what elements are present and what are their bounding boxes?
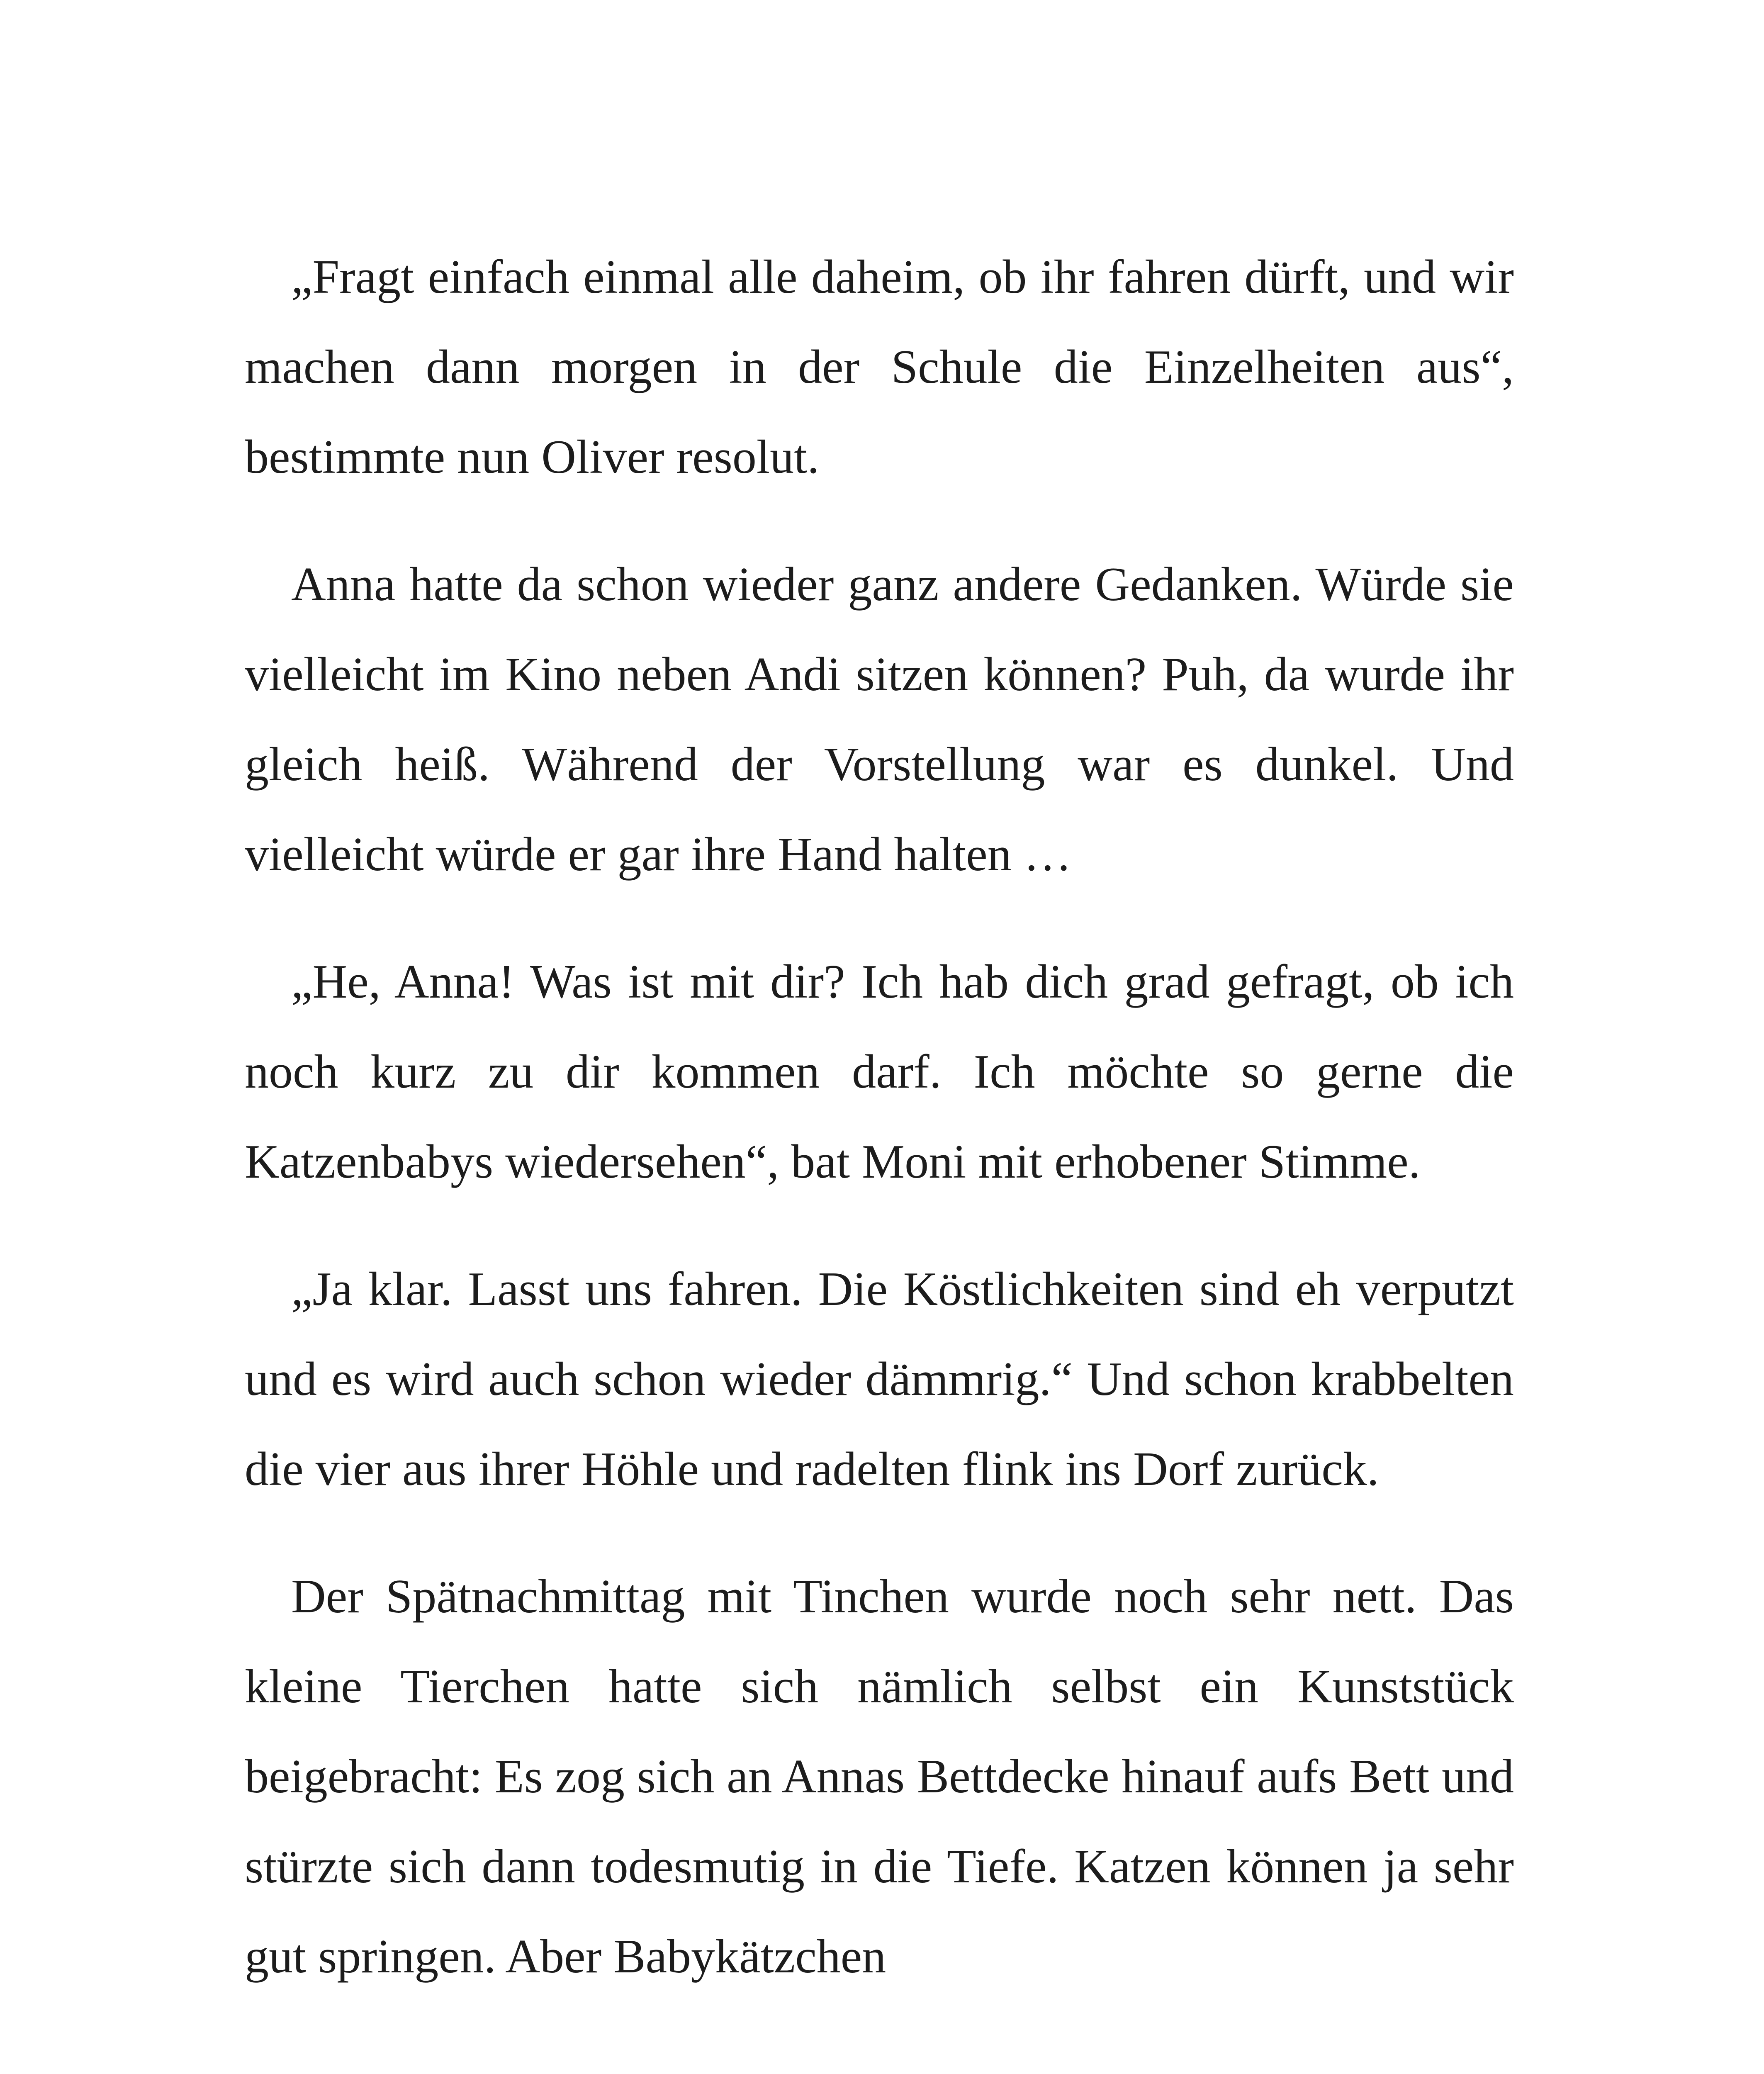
paragraph-4: „Ja klar. Lasst uns fahren. Die Köstlichkeiten sind eh verputzt und es wird auch schon wieder dämmrig.“ Und schon krabbelten die vier aus ihrer Höhle und radelten flink ins Dorf zurück. [245,1263,1514,1496]
paragraph-5: Der Spätnachmittag mit Tinchen wurde noch sehr nett. Das kleine Tierchen hatte sich nämlich selbst ein Kunststück beigebracht: Es zog sich an Annas Bettdecke hinauf aufs Bett und stürzte sich dann todesmutig in die Tiefe. Katzen können ja sehr gut springen. Aber Babykätzchen [245,1570,1514,1983]
paragraph-2: Anna hatte da schon wieder ganz andere Gedanken. Würde sie vielleicht im Kino neben Andi sitzen können? Puh, da wurde ihr gleich heiß. Während der Vorstellung war es dunkel. Und vielleicht würde er gar ihre Hand halten … [245,558,1514,881]
paragraph-1: „Fragt einfach einmal alle daheim, ob ihr fahren dürft, und wir machen dann morgen in der Schule die Einzelheiten aus“, bestimmte nun Oliver resolut. [245,251,1514,484]
body-text [245,232,1514,2002]
paragraph-3: „He, Anna! Was ist mit dir? Ich hab dich grad gefragt, ob ich noch kurz zu dir kommen darf. Ich möchte so gerne die Katzenbabys wiedersehen“, bat Moni mit erhobener Stimme. [245,955,1514,1188]
